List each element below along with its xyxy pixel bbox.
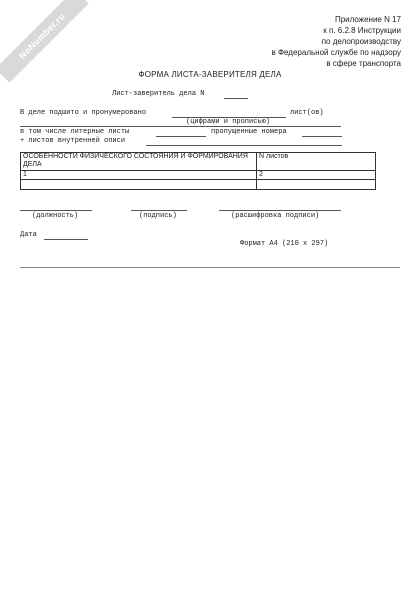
position-line bbox=[20, 210, 92, 211]
table-header-row bbox=[21, 153, 376, 171]
table-row bbox=[21, 171, 376, 180]
empty-cell bbox=[21, 180, 257, 190]
letter-sheets-label: в том числе литерные листы bbox=[20, 128, 130, 136]
missing-numbers-line bbox=[302, 136, 342, 137]
decoding-caption: (расшифровка подписи) bbox=[231, 212, 320, 220]
table-row bbox=[21, 180, 376, 190]
signature-caption: (подпись) bbox=[139, 212, 177, 220]
sheet-label: Лист-заверитель дела N bbox=[112, 90, 205, 98]
sheet-number-line bbox=[224, 98, 248, 99]
inner-inventory-label: + листов внутренней описи bbox=[20, 137, 126, 145]
inner-inventory-line bbox=[146, 145, 342, 146]
appendix-line: Приложение N 17 bbox=[334, 15, 401, 24]
numbers-hint: (цифрами и прописью) bbox=[186, 118, 271, 126]
bottom-divider bbox=[20, 267, 400, 268]
position-caption: (должность) bbox=[32, 212, 79, 220]
row-cell-1: 1 bbox=[21, 171, 257, 180]
signature-line bbox=[131, 210, 187, 211]
appendix-line: по делопроизводству bbox=[321, 37, 401, 46]
header-cell-sheets: N листов bbox=[257, 153, 376, 171]
header-cell-features: ОСОБЕННОСТИ ФИЗИЧЕСКОГО СОСТОЯНИЯ И ФОРМИРОВАНИЯ ДЕЛА bbox=[21, 153, 257, 171]
features-table bbox=[20, 152, 376, 190]
missing-numbers-label: пропущенные номера bbox=[211, 128, 287, 136]
appendix-line: к п. 6.2.8 Инструкции bbox=[323, 26, 401, 35]
sheets-words-line bbox=[20, 126, 341, 127]
sheets-suffix: лист(ов) bbox=[290, 109, 324, 117]
decoding-line bbox=[219, 210, 341, 211]
watermark-banner: NoNumber.ru bbox=[0, 0, 89, 83]
row-cell-2: 2 bbox=[257, 171, 376, 180]
format-note: Формат А4 (210 х 297) bbox=[240, 240, 329, 248]
empty-cell bbox=[257, 180, 376, 190]
form-title: ФОРМА ЛИСТА-ЗАВЕРИТЕЛЯ ДЕЛА bbox=[138, 70, 282, 79]
letter-sheets-line bbox=[156, 136, 206, 137]
date-line bbox=[44, 239, 88, 240]
appendix-line: в Федеральной службе по надзору bbox=[271, 48, 401, 57]
appendix-line: в сфере транспорта bbox=[326, 59, 401, 68]
date-label: Дата bbox=[20, 231, 37, 239]
numbered-label: В деле подшито и пронумеровано bbox=[20, 109, 147, 117]
appendix-header bbox=[271, 14, 401, 69]
